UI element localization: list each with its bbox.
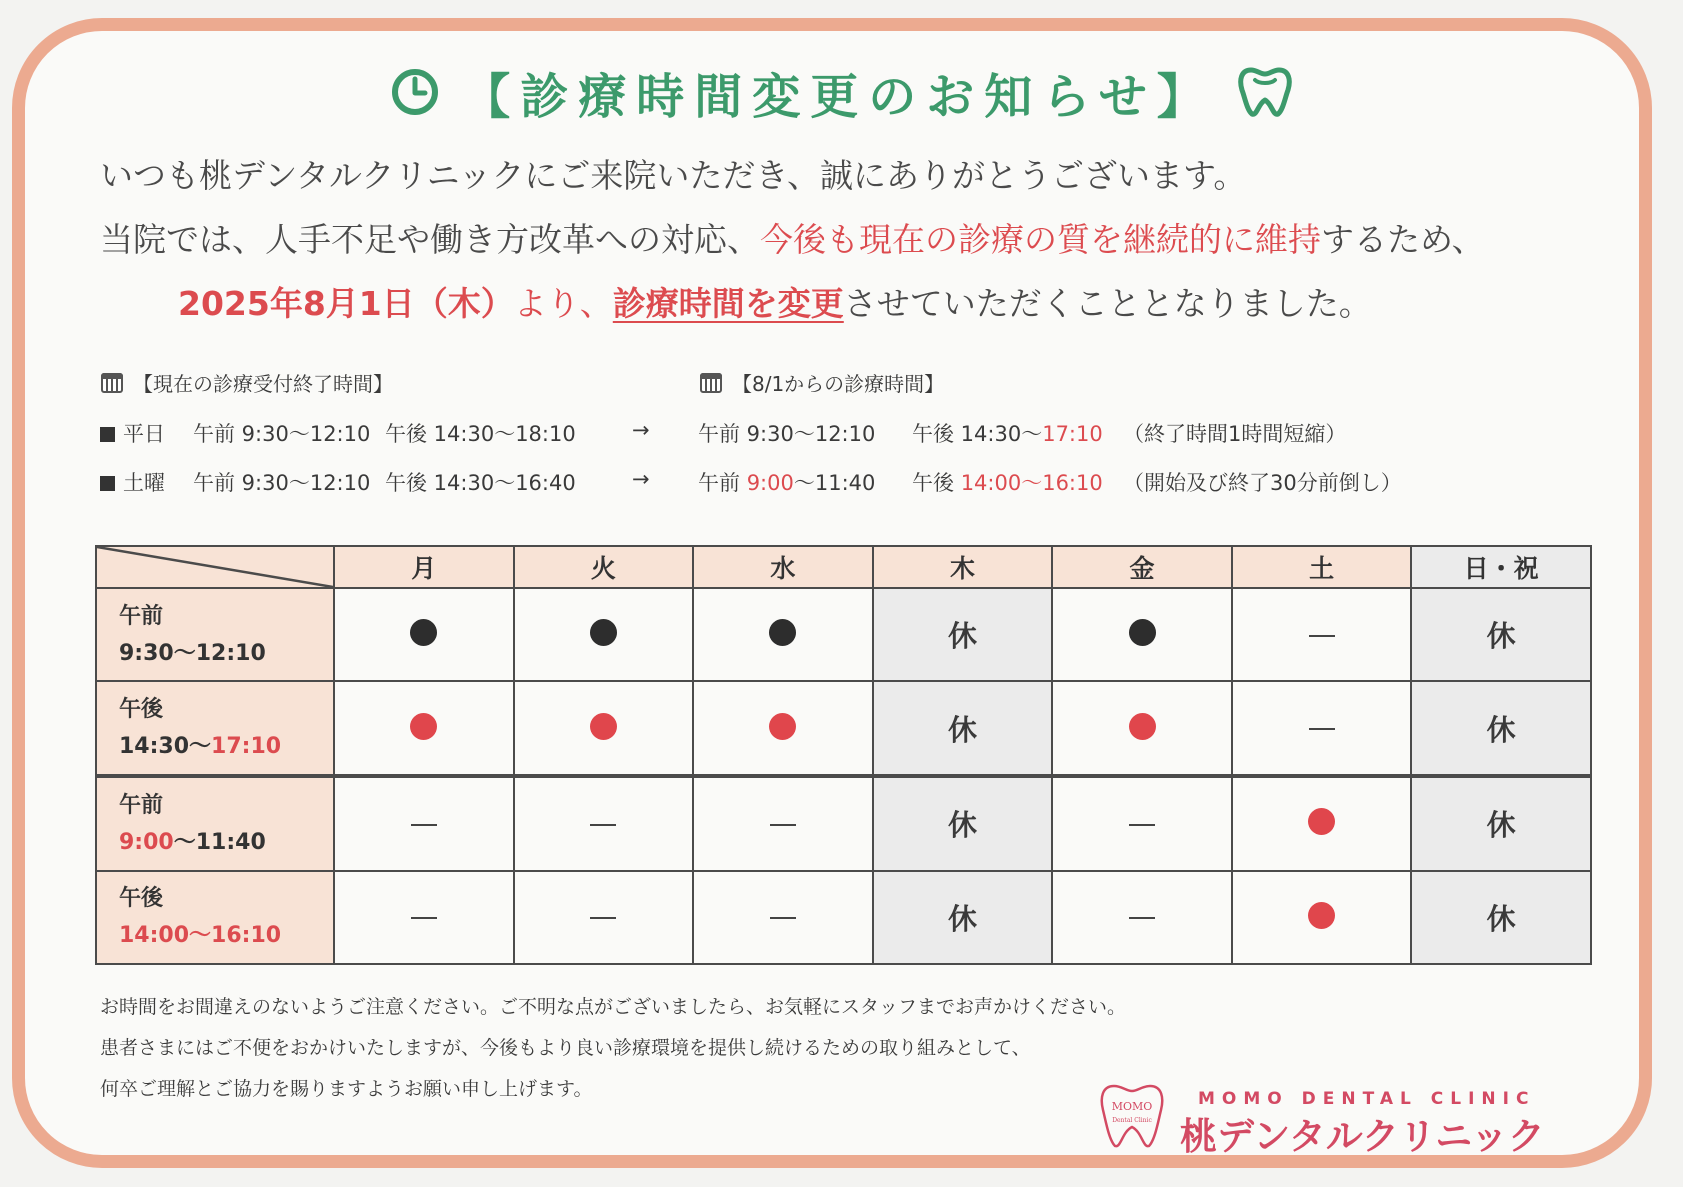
svg-text:MOMO: MOMO	[1111, 1100, 1153, 1113]
saturday-new-pm: 午後 14:00〜16:10	[912, 471, 1103, 495]
closed-cell: 休	[1411, 681, 1591, 776]
day-sat: 土	[1232, 546, 1412, 588]
closed-cell: 休	[1411, 776, 1591, 871]
open-dot	[514, 588, 694, 681]
clock-icon	[390, 67, 440, 117]
closed-cell: 休	[873, 776, 1053, 871]
open-dot	[1052, 681, 1232, 776]
table-row	[96, 588, 1591, 681]
row-label: 午前 9:00〜11:40	[96, 776, 334, 871]
table-row	[96, 871, 1591, 964]
current-hours-header: 【現在の診療受付終了時間】	[101, 368, 393, 397]
day-tue: 火	[514, 546, 694, 588]
note-line-1: お時間をお間違えのないようご注意ください。ご不明な点がございましたら、お気軽にスタッフまでお声かけください。	[100, 996, 1127, 1018]
open-dot	[334, 681, 514, 776]
no-service-dash	[1052, 776, 1232, 871]
page-title: 【診療時間変更のお知らせ】	[462, 68, 1215, 125]
open-dot	[693, 588, 873, 681]
bullet-square	[100, 427, 115, 442]
closed-cell: 休	[1411, 588, 1591, 681]
no-service-dash	[334, 871, 514, 964]
calendar-icon	[700, 373, 722, 393]
day-header-row	[96, 546, 1591, 588]
day-mon: 月	[334, 546, 514, 588]
no-service-dash	[693, 776, 873, 871]
note-line-2: 患者さまにはご不便をおかけいたしますが、今後もより良い診療環境を提供し続けるための取り組みとして、	[100, 1037, 1031, 1059]
no-service-dash	[1232, 681, 1412, 776]
saturday-note: （開始及び終了30分前倒し）	[1123, 471, 1402, 495]
schedule-table	[95, 545, 1592, 965]
table-row	[96, 776, 1591, 871]
row-label: 午前 9:30〜12:10	[96, 588, 334, 681]
clinic-name-japanese: 桃デンタルクリニック	[1180, 1115, 1545, 1158]
tooth-icon	[1237, 66, 1293, 118]
day-fri: 金	[1052, 546, 1232, 588]
day-thu: 木	[873, 546, 1053, 588]
title-row	[0, 56, 1683, 128]
day-wed: 水	[693, 546, 873, 588]
note-line-3: 何卒ご理解とご協力を賜りますようお願い申し上げます。	[100, 1078, 593, 1100]
new-hours-header: 【8/1からの診療時間】	[700, 368, 944, 397]
saturday-current: 土曜	[100, 467, 165, 497]
table-row	[96, 681, 1591, 776]
weekday-current-am: 午前 9:30〜12:10	[193, 422, 371, 446]
weekday-note: （終了時間1時間短縮）	[1123, 422, 1347, 446]
arrow: →	[632, 418, 650, 442]
open-dot	[1232, 871, 1412, 964]
open-dot	[514, 681, 694, 776]
weekday-new-am: 午前 9:30〜12:10	[698, 422, 876, 446]
weekday-current-pm: 午後 14:30〜18:10	[385, 422, 576, 446]
open-dot	[1232, 776, 1412, 871]
clinic-logo-mark	[1096, 1080, 1168, 1152]
arrow: →	[632, 467, 650, 491]
no-service-dash	[514, 776, 694, 871]
intro-line-1: いつも桃デンタルクリニックにご来院いただき、誠にありがとうございます。	[100, 156, 1247, 195]
closed-cell: 休	[873, 871, 1053, 964]
svg-text:Dental Clinic: Dental Clinic	[1112, 1117, 1152, 1124]
no-service-dash	[334, 776, 514, 871]
intro-line-2: 当院では、人手不足や働き方改革への対応、今後も現在の診療の質を継続的に維持するため、	[100, 220, 1485, 259]
no-service-dash	[1232, 588, 1412, 681]
corner-cell	[96, 546, 334, 588]
saturday-current-pm: 午後 14:30〜16:40	[385, 471, 576, 495]
open-dot	[693, 681, 873, 776]
closed-cell: 休	[1411, 871, 1591, 964]
saturday-current-am: 午前 9:30〜12:10	[193, 471, 371, 495]
weekday-new-pm: 午後 14:30〜17:10	[912, 422, 1103, 446]
open-dot	[1052, 588, 1232, 681]
no-service-dash	[514, 871, 694, 964]
saturday-new-am: 午前 9:00〜11:40	[698, 471, 876, 495]
closed-cell: 休	[873, 588, 1053, 681]
no-service-dash	[1052, 871, 1232, 964]
bullet-square	[100, 476, 115, 491]
no-service-dash	[693, 871, 873, 964]
calendar-icon	[101, 373, 123, 393]
intro-line-3: 2025年8月1日（木）より、診療時間を変更させていただくこととなりました。	[178, 284, 1372, 323]
open-dot	[334, 588, 514, 681]
closed-cell: 休	[873, 681, 1053, 776]
day-sun-holiday: 日・祝	[1411, 546, 1591, 588]
row-label: 午後 14:00〜16:10	[96, 871, 334, 964]
clinic-name-english: MOMO DENTAL CLINIC	[1198, 1089, 1536, 1109]
row-label: 午後 14:30〜17:10	[96, 681, 334, 776]
weekday-current: 平日	[100, 418, 165, 448]
